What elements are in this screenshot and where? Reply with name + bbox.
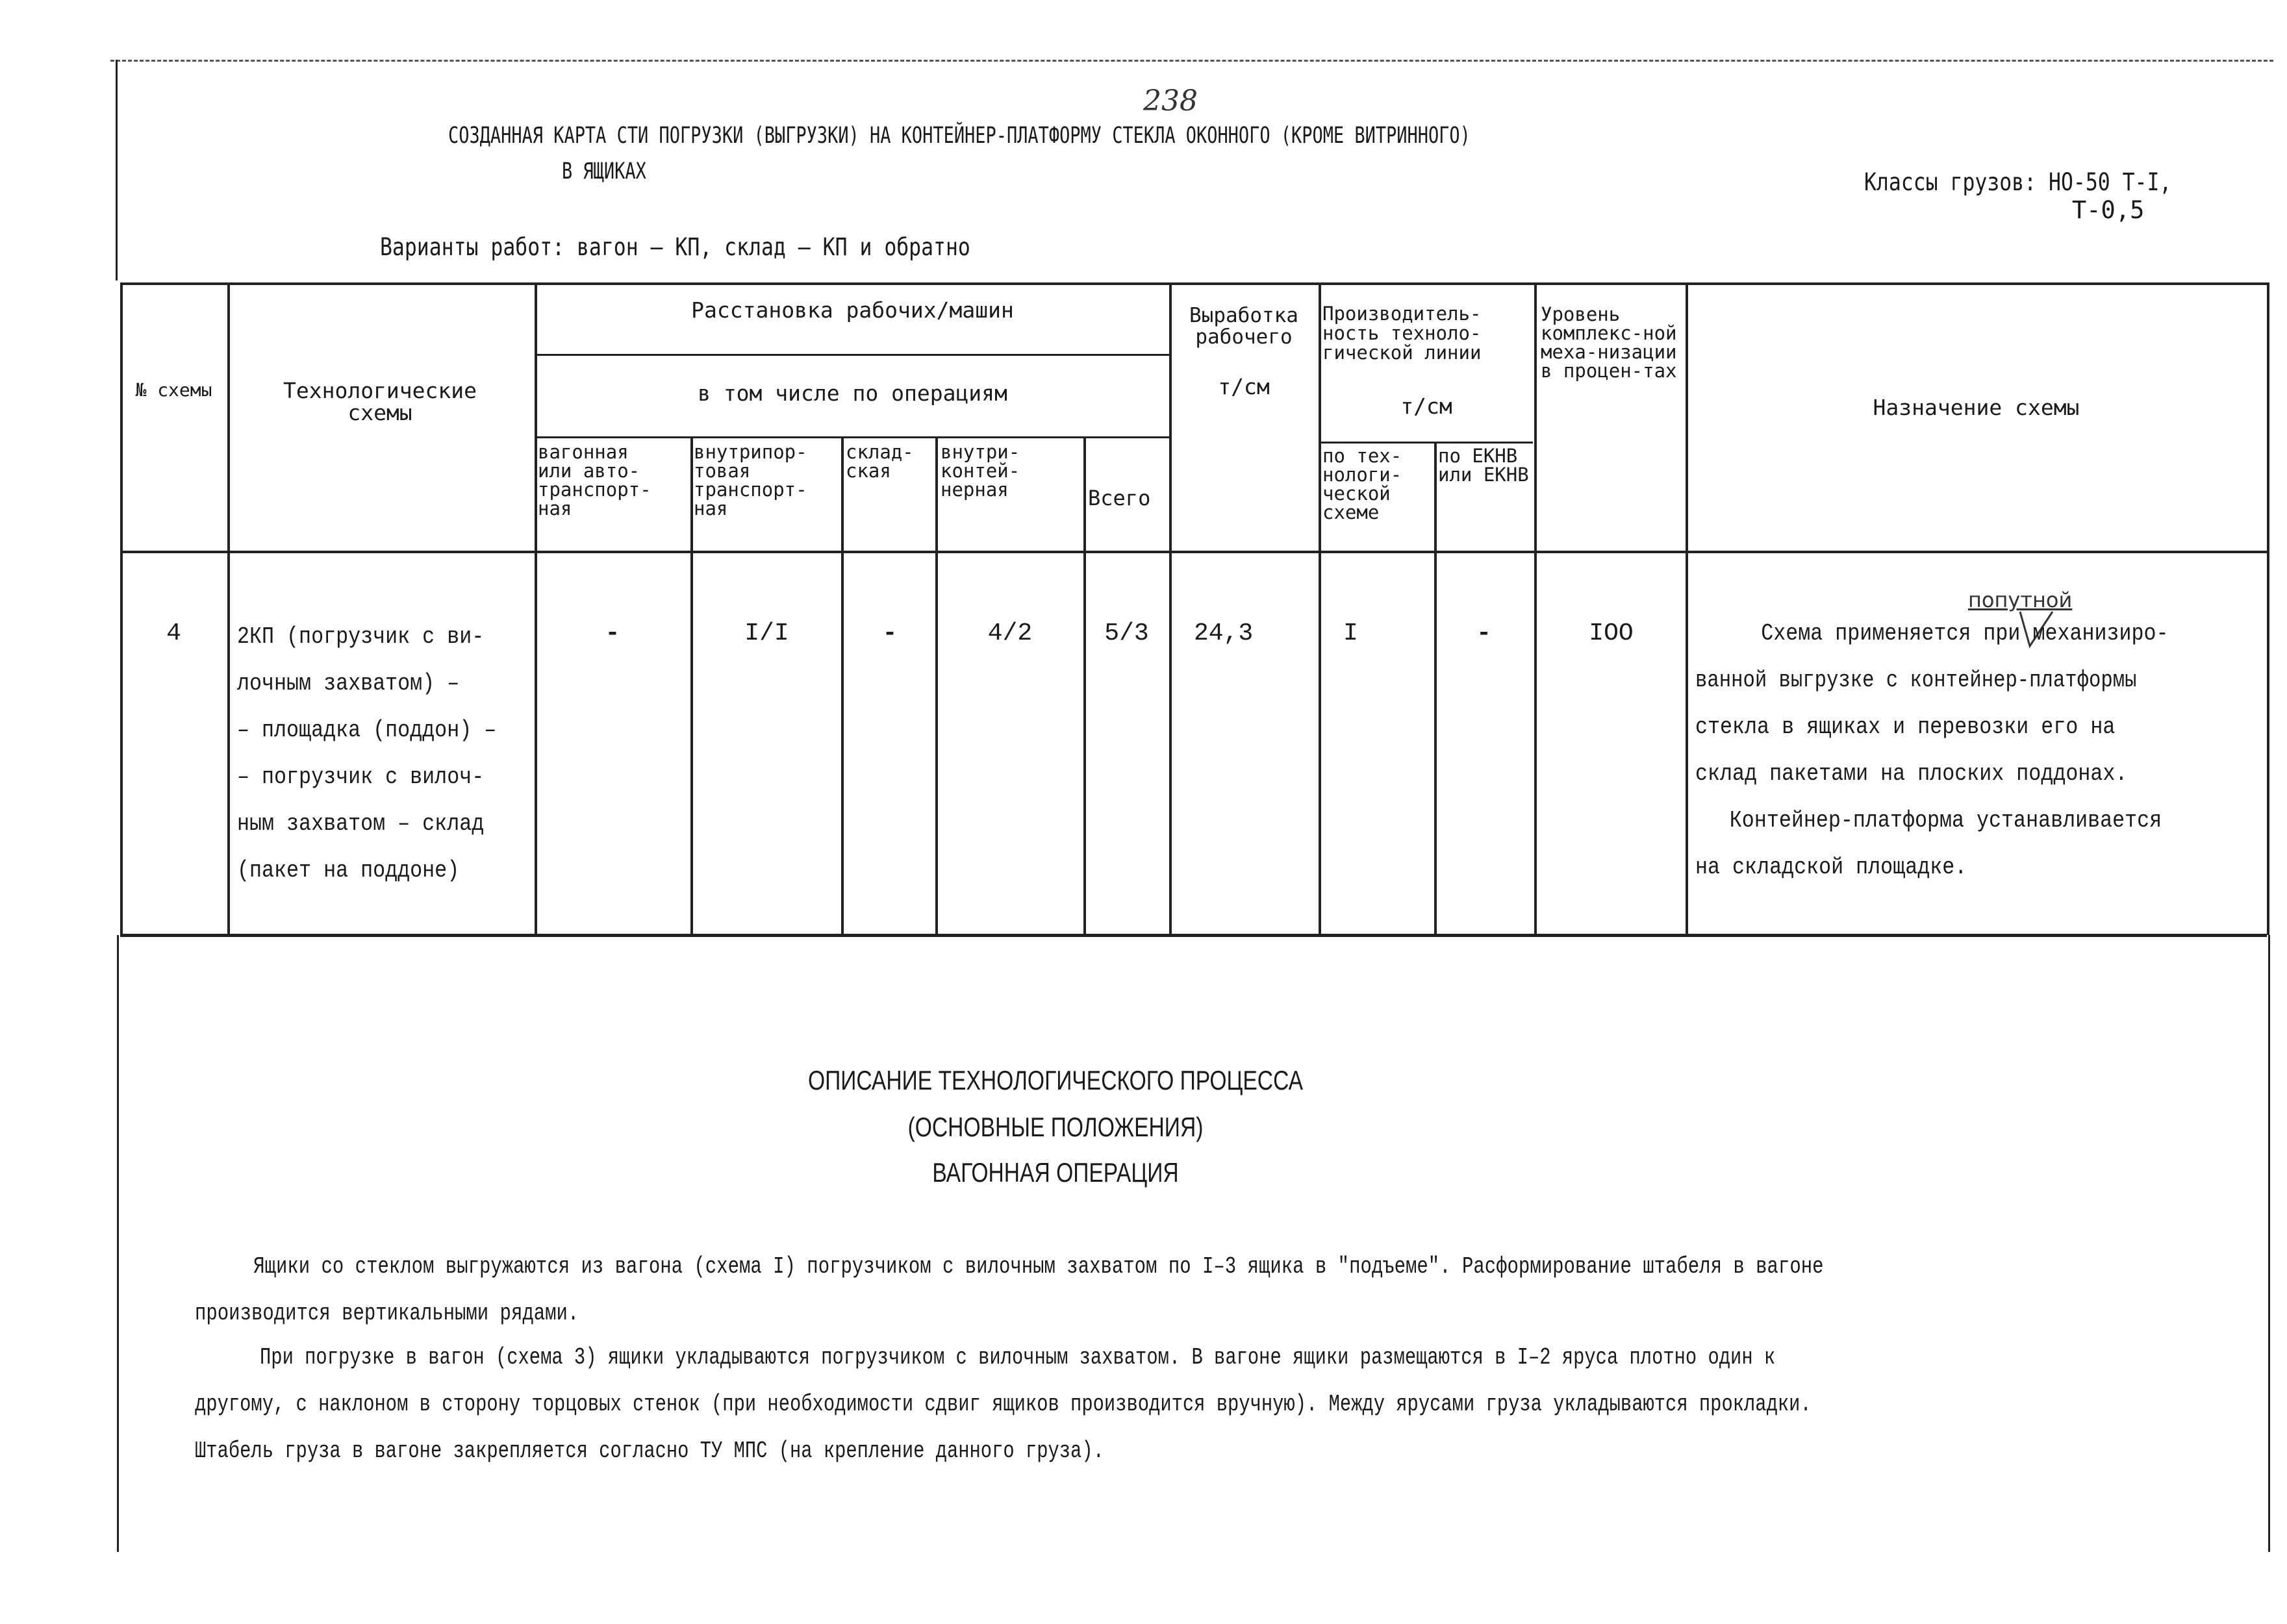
tech-line: (пакет на поддоне): [237, 857, 460, 884]
row-by-ekhnv: -: [1476, 619, 1491, 647]
table-header-line-b: [536, 436, 1169, 438]
row-scheme-no: 4: [166, 619, 181, 647]
row-intracontainer-op: 4/2: [987, 619, 1033, 647]
page-top-border: [110, 60, 2273, 62]
para1-line1: Ящики со стеклом выгружаются из вагона (схема I) погрузчиком с вилочным захватом по I–3 ящика в "подъеме". Расформирование штабеля в вагоне: [253, 1253, 1824, 1280]
header-intracontainer-op: внутри-контей-нерная: [941, 441, 1020, 501]
tech-line: ным захватом – склад: [237, 810, 485, 837]
page-number: 238: [1143, 84, 1198, 118]
header-output-unit: т/см: [1218, 374, 1270, 399]
table-bottom-line: [120, 934, 2267, 937]
purpose-line: стекла в ящиках и перевозки его на: [1695, 714, 2116, 740]
section-operation-heading: ВАГОННАЯ ОПЕРАЦИЯ: [932, 1157, 1179, 1188]
row-total: 5/3: [1104, 619, 1149, 647]
header-wagon-op: вагонная или авто-транспорт-ная: [538, 441, 651, 519]
cargo-class: Классы грузов: НО-50 Т-I,: [1864, 168, 2172, 196]
purpose-line: склад пакетами на плоских поддонах.: [1695, 760, 2128, 787]
header-intraport-op: внутрипор-товая транспорт-ная: [694, 441, 807, 519]
col-border-7: [1169, 282, 1172, 935]
col-border-3: [690, 436, 693, 935]
table-header-bottom: [120, 551, 2267, 553]
row-warehouse-op: -: [882, 619, 898, 647]
section-heading: ОПИСАНИЕ ТЕХНОЛОГИЧЕСКОГО ПРОЦЕССА: [807, 1065, 1304, 1095]
col-border-11: [1686, 282, 1688, 935]
table-top-line: [120, 282, 2267, 285]
para2-line3: Штабель груза в вагоне закрепляется согласно ТУ МПС (на крепление данного груза).: [195, 1438, 1104, 1464]
page-left-border-top: [116, 60, 118, 281]
col-border-4: [841, 436, 844, 935]
header-including-ops: в том числе по операциям: [698, 381, 1007, 406]
header-total: Всего: [1088, 486, 1151, 510]
header-tech-scheme: Технологические схемы: [283, 378, 477, 425]
row-tech-scheme: [237, 614, 536, 894]
header-mech-level: Уровень комплекс-ной меха-низации в процен-тах: [1541, 303, 1677, 382]
row-wagon-op: -: [605, 619, 620, 647]
header-scheme-no: № схемы: [135, 379, 212, 401]
purpose-line: Контейнер-платформа устанавливается: [1729, 807, 2162, 834]
header-productivity-unit: т/см: [1400, 394, 1452, 419]
para1-line2: производится вертикальными рядами.: [195, 1300, 579, 1327]
tech-line: – площадка (поддон) –: [237, 717, 497, 743]
header-by-ekhnv: по ЕКНВ или ЕКНВ: [1438, 445, 1529, 486]
para2-line1: При погрузке в вагон (схема 3) ящики укладываются погрузчиком с вилочным захватом. В вагоне ящики размещаются в I–2 яруса плотно один к: [260, 1344, 1776, 1371]
row-by-tech-scheme: I: [1343, 619, 1358, 647]
header-warehouse-op: склад-ская: [846, 441, 914, 482]
paragraph-1: [195, 1243, 2273, 1337]
table-header-line-c: [1319, 442, 1533, 443]
col-border-9: [1434, 442, 1437, 935]
cargo-class-line2: Т-0,5: [2072, 196, 2145, 224]
purpose-line: на складской площадке.: [1695, 854, 1967, 881]
tech-line: лочным захватом) –: [237, 670, 460, 697]
handwritten-insert: попутной: [1968, 588, 2073, 612]
col-border-8: [1319, 282, 1321, 935]
tech-line: 2КП (погрузчик с ви-: [237, 623, 485, 650]
header-by-tech-scheme: по тех-нологи-ческой схеме: [1322, 445, 1402, 523]
row-mech-level: IOO: [1589, 619, 1634, 647]
document-title-line2: В ЯЩИКАХ: [562, 158, 646, 184]
work-variants: Варианты работ: вагон – КП, склад – КП и обратно: [380, 233, 970, 261]
row-intraport-op: I/I: [744, 619, 789, 647]
row-output: 24,3: [1194, 619, 1254, 647]
col-border-10: [1534, 282, 1537, 935]
col-border-1: [227, 282, 230, 935]
row-purpose: [1695, 610, 2267, 891]
header-productivity: Производитель-ность техноло-гической линии: [1322, 303, 1482, 364]
tech-line: – погрузчик с вилоч-: [237, 764, 485, 790]
purpose-line: ванной выгрузке с контейнер-платформы: [1695, 667, 2137, 693]
col-border-5: [935, 436, 938, 935]
header-purpose: Назначение схемы: [1873, 395, 2080, 420]
section-subheading: (ОСНОВНЫЕ ПОЛОЖЕНИЯ): [907, 1112, 1204, 1142]
paragraph-2: [195, 1334, 2273, 1475]
purpose-line: Схема применяется при механизиро-: [1761, 620, 2169, 647]
page-left-border-bottom: [117, 935, 119, 1552]
col-border-12: [2267, 282, 2269, 935]
col-border-0: [120, 282, 123, 935]
table-header-line-a: [536, 354, 1169, 356]
document-title: СОЗДАННАЯ КАРТА СТИ ПОГРУЗКИ (ВЫГРУЗКИ) НА КОНТЕЙНЕР-ПЛАТФОРМУ СТЕКЛА ОКОННОГО (КРОМЕ ВИТРИННОГО): [448, 123, 1471, 149]
header-placement: Расстановка рабочих/машин: [691, 297, 1014, 323]
header-output: Выработка рабочего: [1189, 304, 1298, 349]
col-border-6: [1083, 436, 1086, 935]
para2-line2: другому, с наклоном в сторону торцовых стенок (при необходимости сдвиг ящиков производится вручную). Между ярусами груза укладываются прокладки.: [195, 1391, 1812, 1418]
